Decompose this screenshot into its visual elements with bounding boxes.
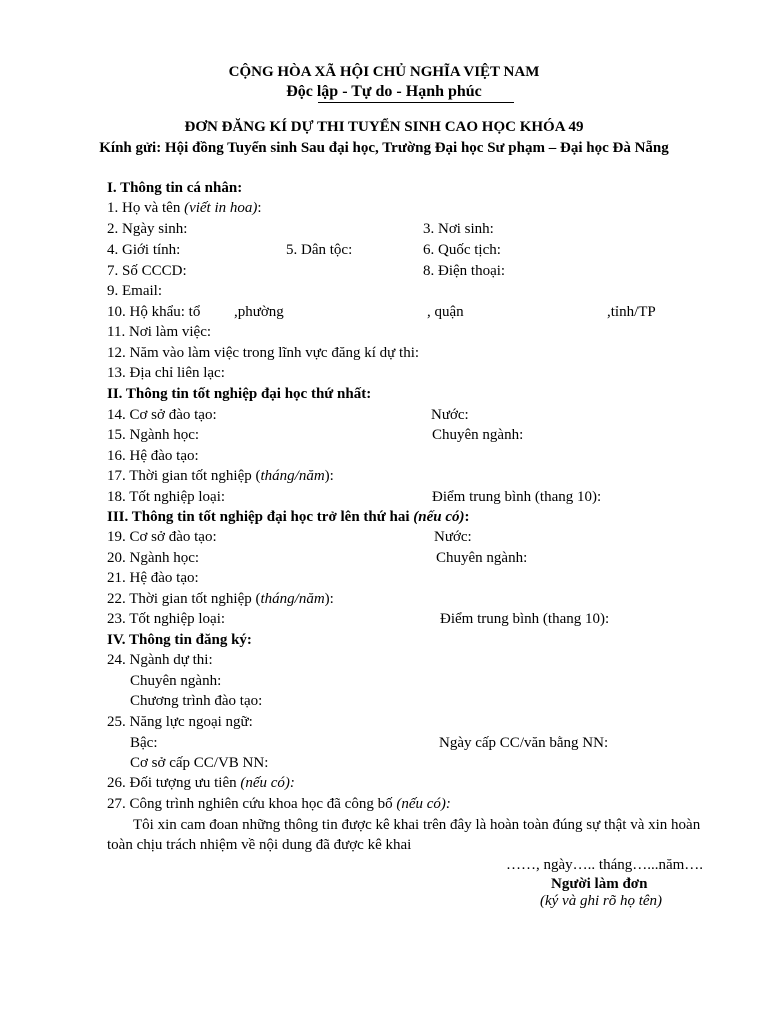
field-priority-group [107, 773, 295, 793]
field-email: 9. Email: [107, 283, 162, 299]
field-country-1: Nước: [431, 407, 469, 423]
field-phone: 8. Điện thoại: [423, 263, 506, 279]
field-full-name-colon: : [257, 200, 262, 216]
field-language-level: Bậc: [130, 735, 158, 751]
field-specialization-2: Chuyên ngành: [436, 550, 528, 566]
signature-title: Người làm đơn [551, 876, 648, 892]
field-gpa-2: Điểm trung bình (thang 10): [440, 611, 610, 627]
field-graduation-time-1-end: ): [324, 468, 334, 484]
header-republic: CỘNG HÒA XÃ HỘI CHỦ NGHĨA VIỆT NAM [228, 64, 540, 80]
field-gender: 4. Giới tính: [107, 242, 181, 258]
field-language-ability: 25. Năng lực ngoại ngữ: [107, 714, 253, 730]
field-training-mode-2: 21. Hệ đào tạo: [107, 570, 199, 586]
signature-note: (ký và ghi rõ họ tên) [540, 893, 663, 909]
field-certificate-issuer: Cơ sở cấp CC/VB NN: [130, 755, 269, 771]
field-major-2: 20. Ngành học: [107, 550, 200, 566]
field-full-name-note: (viết in hoa) [184, 200, 258, 216]
field-graduation-rank-1: 18. Tốt nghiệp loại: [107, 489, 226, 505]
pledge-line-1: Tôi xin cam đoan những thông tin được kê khai trên đây là hoàn toàn đúng sự thật và xin hoàn [133, 817, 701, 833]
field-exam-major: 24. Ngành dự thi: [107, 652, 213, 668]
field-nationality: 6. Quốc tịch: [423, 242, 501, 258]
field-exam-specialization: Chuyên ngành: [130, 673, 222, 689]
field-full-name [107, 198, 262, 218]
field-training-mode-1: 16. Hệ đào tạo: [107, 448, 199, 464]
field-graduation-time-2-note: tháng/năm [260, 591, 325, 607]
field-graduation-time-1 [107, 466, 334, 486]
header-motto: Độc lập - Tự do - Hạnh phúc [286, 83, 482, 100]
field-country-2: Nước: [434, 529, 472, 545]
field-training-program: Chương trình đào tạo: [130, 693, 263, 709]
field-gpa-1: Điểm trung bình (thang 10): [432, 489, 602, 505]
field-birth-date: 2. Ngày sinh: [107, 221, 188, 237]
field-graduation-time-2 [107, 589, 334, 609]
pledge-line-2: toàn chịu trách nhiệm về nội dung đã được kê khai [107, 837, 412, 853]
field-priority-group-note: (nếu có): [240, 775, 295, 791]
field-graduation-time-2-end: ): [324, 591, 334, 607]
section-1-heading: I. Thông tin cá nhân: [107, 180, 243, 196]
field-institution-2: 19. Cơ sở đào tạo: [107, 529, 217, 545]
motto-underline [318, 102, 514, 103]
field-graduation-time-1-label: 17. Thời gian tốt nghiệp ( [107, 468, 261, 484]
field-institution-1: 14. Cơ sở đào tạo: [107, 407, 217, 423]
field-household-province: ,tỉnh/TP [607, 304, 656, 320]
field-household-group: 10. Hộ khẩu: tổ [107, 304, 201, 320]
signature-date: ……, ngày….. tháng…...năm…. [506, 857, 704, 873]
section-3-heading-note: (nếu có) [413, 509, 465, 525]
field-contact-address: 13. Địa chỉ liên lạc: [107, 365, 225, 381]
field-graduation-time-2-label: 22. Thời gian tốt nghiệp ( [107, 591, 261, 607]
recipient-line: Kính gửi: Hội đồng Tuyển sinh Sau đại học, Trường Đại học Sư phạm – Đại học Đà Nẵng [99, 140, 669, 156]
field-household-district: , quận [427, 304, 464, 320]
section-3-heading-end: : [464, 509, 470, 525]
field-full-name-label: 1. Họ và tên [107, 200, 185, 216]
section-4-heading: IV. Thông tin đăng ký: [107, 632, 252, 648]
field-graduation-time-1-note: tháng/năm [260, 468, 325, 484]
field-ethnicity: 5. Dân tộc: [286, 242, 353, 258]
field-graduation-rank-2: 23. Tốt nghiệp loại: [107, 611, 226, 627]
section-2-heading: II. Thông tin tốt nghiệp đại học thứ nhất: [107, 386, 372, 402]
field-id-number: 7. Số CCCD: [107, 263, 187, 279]
field-priority-group-label: 26. Đối tượng ưu tiên [107, 775, 241, 791]
field-research-works [107, 794, 451, 814]
field-work-start-year: 12. Năm vào làm việc trong lĩnh vực đăng kí dự thi: [107, 345, 420, 361]
field-specialization-1: Chuyên ngành: [432, 427, 524, 443]
section-3-heading [107, 507, 470, 527]
field-certificate-date: Ngày cấp CC/văn bằng NN: [439, 735, 609, 751]
form-title: ĐƠN ĐĂNG KÍ DỰ THI TUYỂN SINH CAO HỌC KHÓA 49 [184, 119, 584, 135]
field-research-works-label: 27. Công trình nghiên cứu khoa học đã công bố [107, 796, 397, 812]
section-3-heading-label: III. Thông tin tốt nghiệp đại học trở lên thứ hai [107, 509, 414, 525]
field-workplace: 11. Nơi làm việc: [107, 324, 212, 340]
field-household-ward: ,phường [234, 304, 284, 320]
field-research-works-note: (nếu có): [396, 796, 451, 812]
field-birth-place: 3. Nơi sinh: [423, 221, 494, 237]
field-major-1: 15. Ngành học: [107, 427, 200, 443]
